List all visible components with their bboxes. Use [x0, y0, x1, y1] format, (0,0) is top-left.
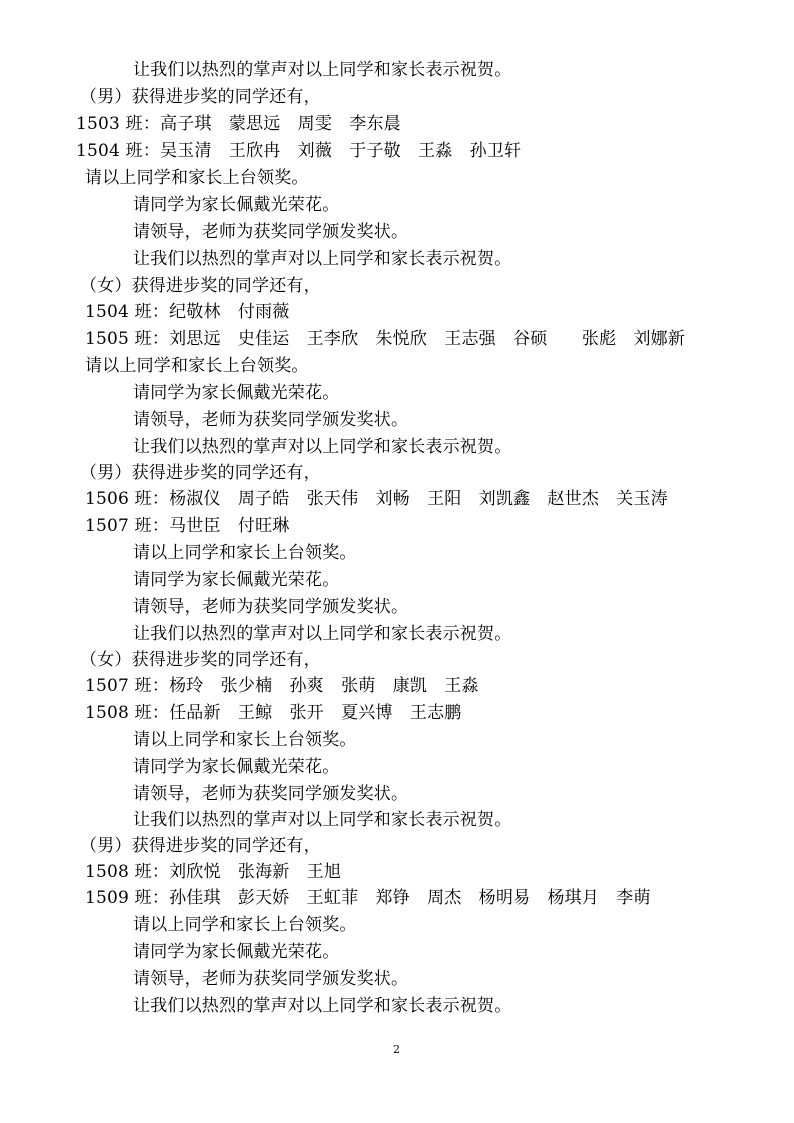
text-line: （男）获得进步奖的同学还有， [80, 87, 321, 107]
text-line: 1508 班：任品新 王鲸 张开 夏兴博 王志鹏 [85, 703, 462, 723]
text-line: （女）获得进步奖的同学还有， [80, 650, 321, 670]
text-line: 1505 班：刘思远 史佳运 王李欣 朱悦欣 王志强 谷硕 张彪 刘娜新 [85, 329, 686, 349]
text-line: 让我们以热烈的掌声对以上同学和家长表示祝贺。 [133, 810, 512, 830]
text-line: 请同学为家长佩戴光荣花。 [133, 570, 340, 590]
text-line: 请同学为家长佩戴光荣花。 [133, 383, 340, 403]
text-line: 请以上同学和家长上台领奖。 [133, 730, 357, 750]
text-line: 请领导，老师为获奖同学颁发奖状。 [133, 597, 409, 617]
text-line: 1508 班：刘欣悦 张海新 王旭 [85, 862, 342, 882]
text-line: 让我们以热烈的掌声对以上同学和家长表示祝贺。 [133, 996, 512, 1016]
text-line: 1504 班：吴玉清 王欣冉 刘薇 于子敬 王淼 孙卫轩 [76, 141, 522, 161]
text-line: （女）获得进步奖的同学还有， [80, 276, 321, 296]
text-line: 让我们以热烈的掌声对以上同学和家长表示祝贺。 [133, 249, 512, 269]
text-line: 请领导，老师为获奖同学颁发奖状。 [133, 969, 409, 989]
text-line: （男）获得进步奖的同学还有， [80, 836, 321, 856]
text-line: （男）获得进步奖的同学还有， [80, 463, 321, 483]
text-line: 请以上同学和家长上台领奖。 [85, 168, 309, 188]
text-line: 1504 班：纪敬林 付雨薇 [85, 302, 290, 322]
text-line: 请同学为家长佩戴光荣花。 [133, 195, 340, 215]
text-line: 请以上同学和家长上台领奖。 [85, 356, 309, 376]
text-line: 请以上同学和家长上台领奖。 [133, 543, 357, 563]
text-line: 1509 班：孙佳琪 彭天娇 王虹菲 郑铮 周杰 杨明易 杨琪月 李萌 [85, 888, 651, 908]
text-line: 1507 班：马世臣 付旺琳 [85, 516, 290, 536]
text-line: 请领导，老师为获奖同学颁发奖状。 [133, 410, 409, 430]
text-line: 请领导，老师为获奖同学颁发奖状。 [133, 222, 409, 242]
text-line: 请领导，老师为获奖同学颁发奖状。 [133, 784, 409, 804]
text-line: 1507 班：杨玲 张少楠 孙爽 张萌 康凯 王淼 [85, 676, 479, 696]
text-line: 请同学为家长佩戴光荣花。 [133, 942, 340, 962]
text-line: 1503 班：高子琪 蒙思远 周雯 李东晨 [76, 114, 401, 134]
page-number: 2 [393, 1043, 400, 1056]
text-line: 让我们以热烈的掌声对以上同学和家长表示祝贺。 [133, 60, 512, 80]
text-line: 请同学为家长佩戴光荣花。 [133, 757, 340, 777]
text-line: 1506 班：杨淑仪 周子皓 张天伟 刘畅 王阳 刘凯鑫 赵世杰 关玉涛 [85, 489, 668, 509]
text-line: 请以上同学和家长上台领奖。 [133, 915, 357, 935]
text-line: 让我们以热烈的掌声对以上同学和家长表示祝贺。 [133, 624, 512, 644]
text-line: 让我们以热烈的掌声对以上同学和家长表示祝贺。 [133, 437, 512, 457]
